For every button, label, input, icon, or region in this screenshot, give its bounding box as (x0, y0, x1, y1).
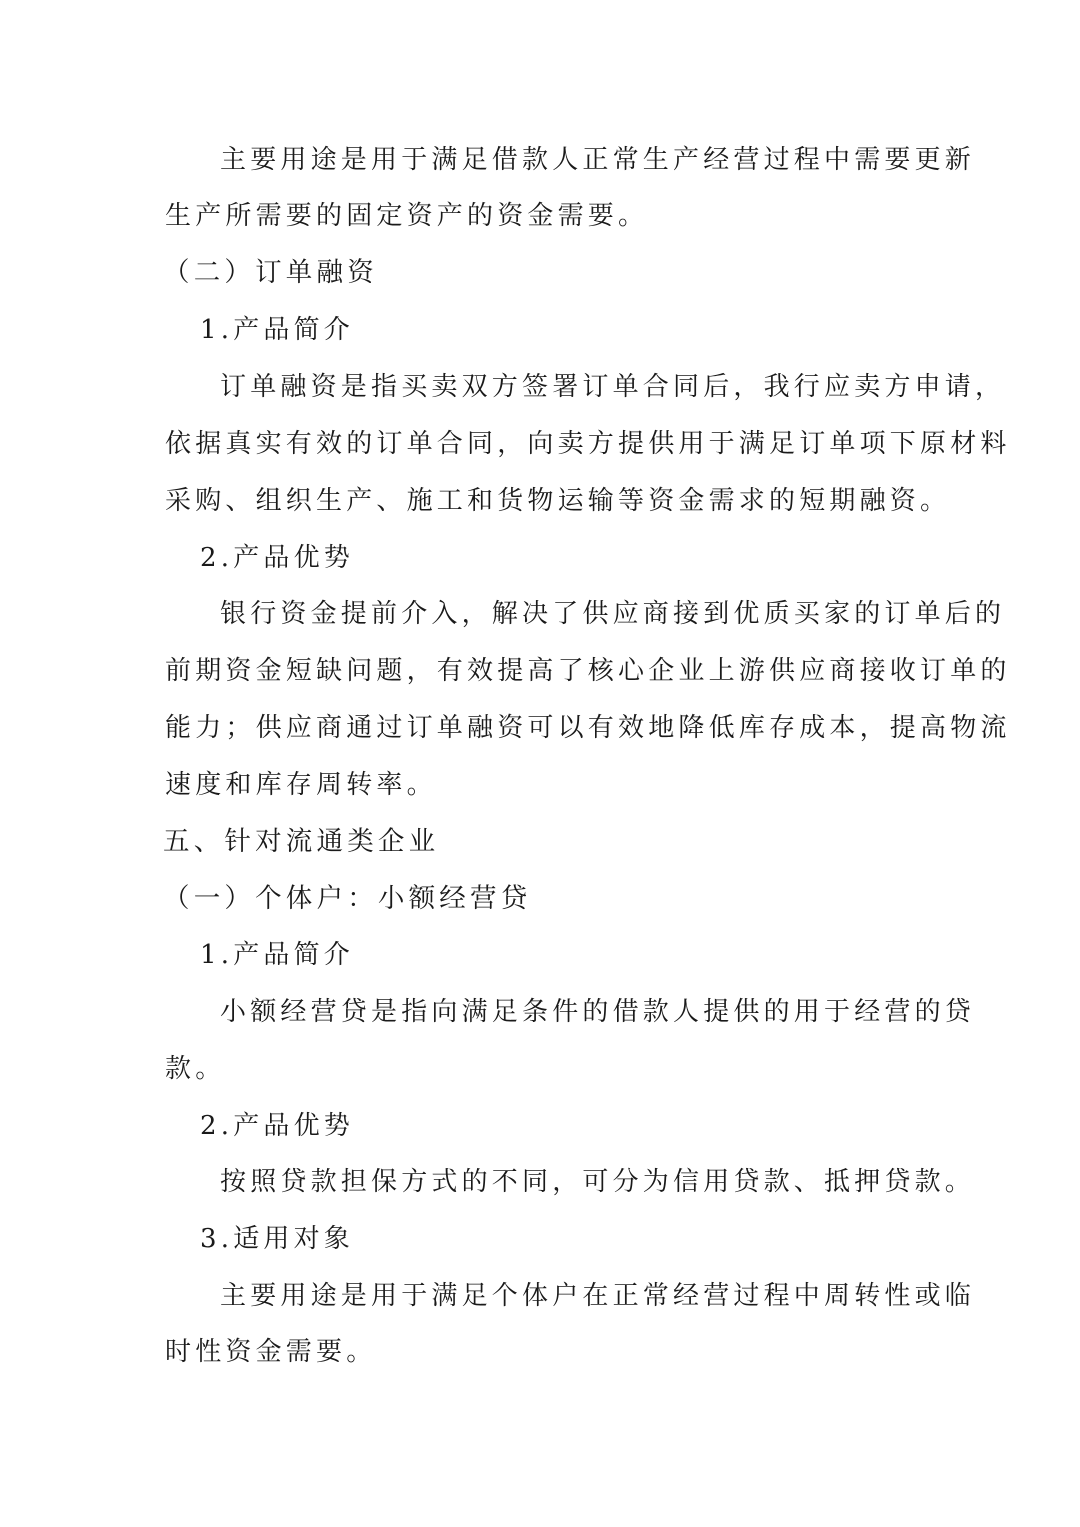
paragraph-line: 主要用途是用于满足个体户在正常经营过程中周转性或临 (220, 1281, 976, 1311)
section-heading: （一）个体户：小额经营贷 (163, 883, 532, 914)
paragraph-line: 前期资金短缺问题，有效提高了核心企业上游供应商接收订单的 (165, 656, 1011, 686)
item-heading: 3.适用对象 (200, 1224, 355, 1254)
paragraph-line: 采购、组织生产、施工和货物运输等资金需求的短期融资。 (165, 486, 951, 516)
paragraph-line: 订单融资是指买卖双方签署订单合同后，我行应卖方申请， (220, 372, 1006, 402)
item-heading: 2.产品优势 (200, 1111, 355, 1141)
chapter-heading: 五、针对流通类企业 (163, 826, 440, 857)
item-heading: 1.产品简介 (200, 315, 355, 345)
paragraph-line: 按照贷款担保方式的不同，可分为信用贷款、抵押贷款。 (220, 1167, 976, 1197)
paragraph-line: 依据真实有效的订单合同，向卖方提供用于满足订单项下原材料 (165, 429, 1011, 459)
paragraph-line: 速度和库存周转率。 (165, 770, 437, 800)
paragraph-line: 能力；供应商通过订单融资可以有效地降低库存成本，提高物流 (165, 713, 1011, 743)
item-heading: 1.产品简介 (200, 940, 355, 970)
item-heading: 2.产品优势 (200, 543, 355, 573)
paragraph-line: 时性资金需要。 (165, 1337, 377, 1367)
section-heading: （二）订单融资 (163, 257, 378, 288)
paragraph-line: 款。 (165, 1054, 226, 1084)
paragraph-line: 银行资金提前介入，解决了供应商接到优质买家的订单后的 (220, 599, 1006, 629)
paragraph-line: 小额经营贷是指向满足条件的借款人提供的用于经营的贷 (220, 997, 976, 1027)
paragraph-line: 生产所需要的固定资产的资金需要。 (165, 201, 649, 231)
paragraph-line: 主要用途是用于满足借款人正常生产经营过程中需要更新 (220, 145, 976, 175)
